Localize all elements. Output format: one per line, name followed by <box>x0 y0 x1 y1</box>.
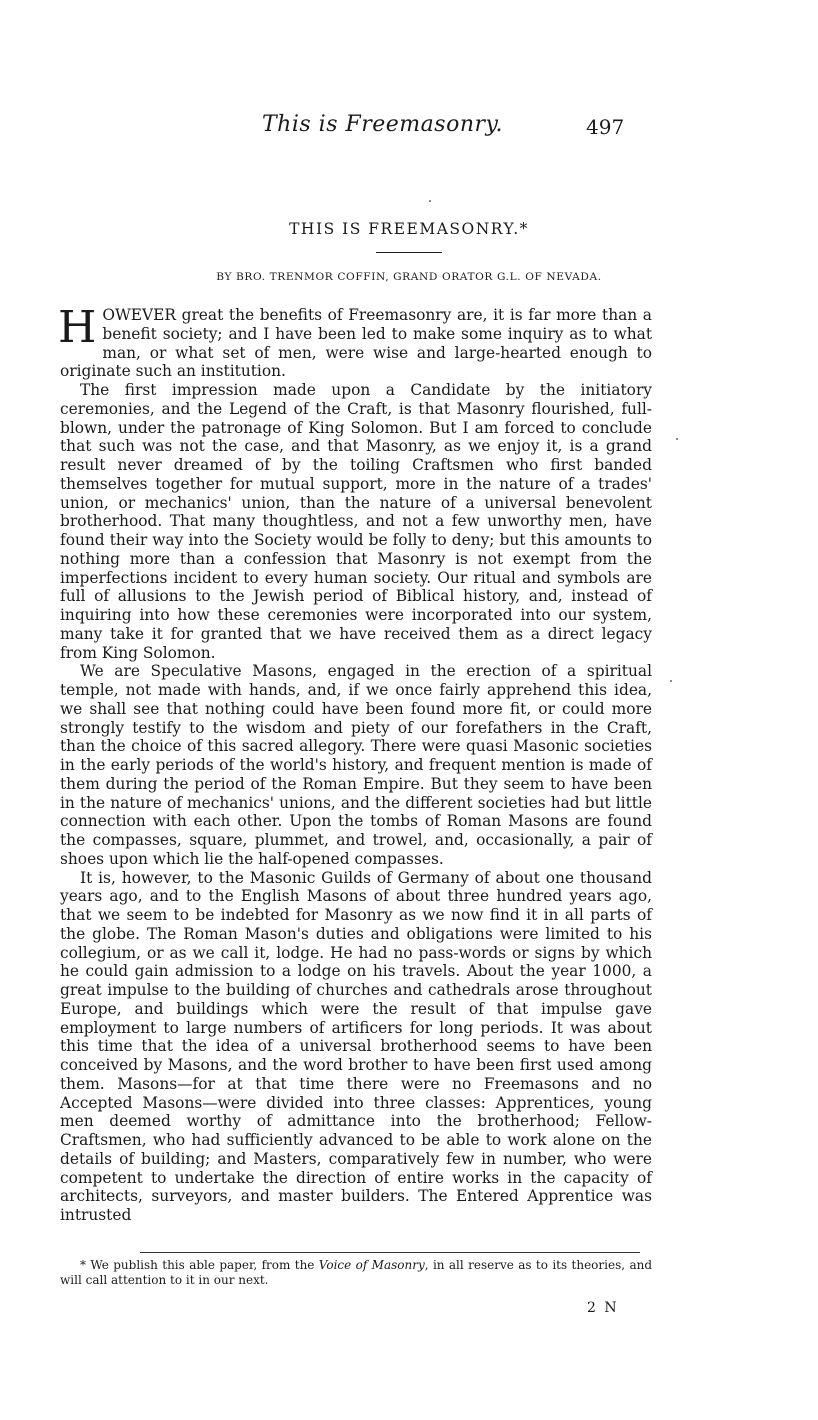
footnote-rest: , in all reserve as to its theories, and will call attention to it in our next. <box>60 1258 653 1287</box>
paragraph-1 <box>58 302 652 381</box>
paper-speck <box>670 680 672 682</box>
running-title: This is Freemasonry. <box>262 112 503 137</box>
paragraph-2: The first impression made upon a Candidate by the initiatory ceremonies, and the Legend of the Craft, is that Masonry flourished, full-blown, under the patronage of King Solomon. But I am forced to conclude that such was not the case, and that Masonry, as we enjoy it, is a grand result never dreamed of by the toiling Craftsmen who first banded themselves together for mutual support, more in the nature of a trades' union, or mechanics' union, than the nature of a universal benevolent brotherhood. That many thoughtless, and not a few unworthy men, have found their way into the Society would be folly to deny; but this amounts to nothing more than a confession that Masonry is not exempt from the imperfections incident to every human society. Our ritual and symbols are full of allusions to the Jewish period of Biblical history, and, instead of inquiring into how these ceremonies were incorporated into our system, many take it for granted that we have received them as a direct legacy from King Solomon. <box>60 381 652 662</box>
paragraph-4: It is, however, to the Masonic Guilds of Germany of about one thousand years ago, and to the English Masons of about three hundred years ago, that we seem to be indebted for Masonry as we now find it in all parts of the globe. The Roman Mason's duties and obligations were limited to his collegium, or as we call it, lodge. He had no pass-words or signs by which he could gain admission to a lodge on his travels. About the year 1000, a great impulse to the building of churches and cathedrals arose throughout Europe, and buildings which were the result of that impulse gave employment to large numbers of artificers for long periods. It was about this time that the idea of a universal brotherhood seems to have been conceived by Masons, and the word brother to have been first used among them. Masons—for at that time there were no Freemasons and no Accepted Masons—were divided into three classes: Apprentices, young men deemed worthy of admittance into the brotherhood; Fellow-Craftsmen, who had sufficiently advanced to be able to work alone on the details of building; and Masters, comparatively few in number, who were competent to undertake the direction of entire works in the capacity of architects, surveyors, and master builders. The Entered Apprentice was intrusted <box>60 868 652 1224</box>
footnote <box>60 1258 652 1288</box>
article-title: THIS IS FREEMASONRY.* <box>289 220 529 238</box>
signature-mark: 2 N <box>587 1300 619 1316</box>
footnote-rule <box>140 1252 640 1253</box>
running-head <box>0 110 818 146</box>
paper-speck <box>676 438 678 440</box>
drop-cap: H <box>58 302 97 353</box>
title-rule <box>376 252 442 253</box>
page-number: 497 <box>586 115 625 139</box>
paragraph-3: We are Speculative Masons, engaged in the erection of a spiritual temple, not made with hands, and, if we once fairly apprehend this idea, we shall see that nothing could have been found more fit, or could more strongly testify to the wisdom and piety of our forefathers in the Craft, than the choice of this sacred allegory. There were quasi Masonic societies in the early periods of the world's history, and frequent mention is made of them during the period of the Roman Empire. But they seem to have been in the nature of mechanics' unions, and the different societies had but little connection with each other. Upon the tombs of Roman Masons are found the compasses, square, plummet, and trowel, and, occasionally, a pair of shoes upon which lie the half-opened compasses. <box>60 662 652 868</box>
footnote-source: Voice of Masonry <box>318 1258 425 1272</box>
article-body <box>58 302 652 1225</box>
paragraph-1-text: OWEVER great the benefits of Freemasonry are, it is far more than a benefit society; and I have been led to make some inquiry as to what man, or what set of men, were wise and large-hearted enough to originate such an institution. <box>60 306 652 381</box>
footnote-lead: * We publish this able paper, from the <box>80 1258 319 1272</box>
paper-speck <box>429 200 431 202</box>
article-byline: BY BRO. TRENMOR COFFIN, GRAND ORATOR G.L. OF NEVADA. <box>216 271 602 283</box>
